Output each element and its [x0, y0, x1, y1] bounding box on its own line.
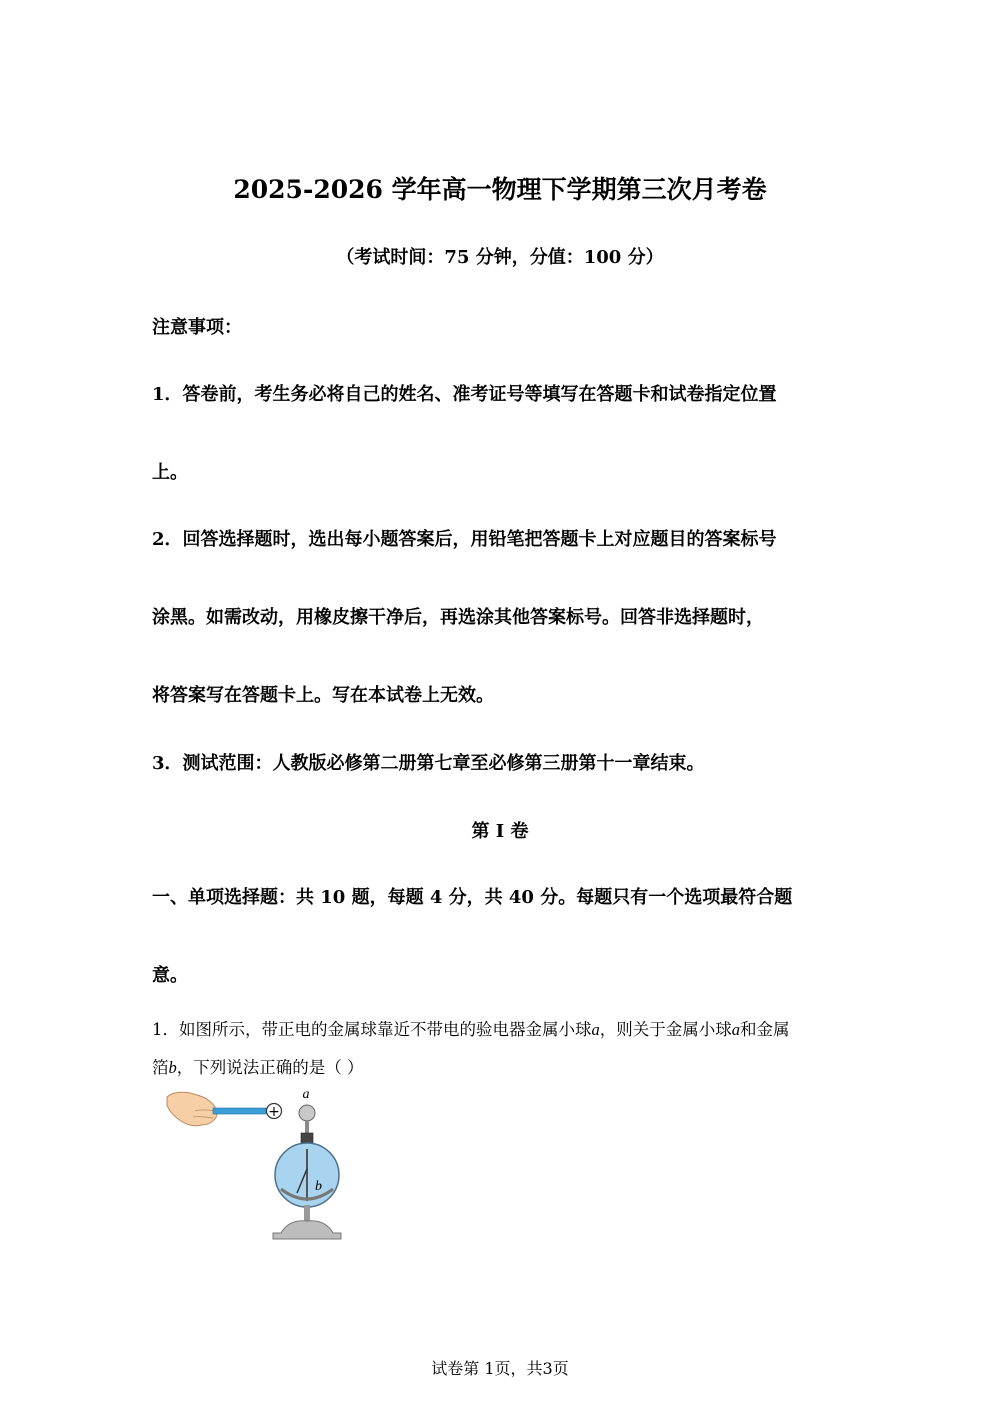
question-1-line-2: 箔b，下列说法正确的是（ ）	[152, 1058, 364, 1077]
page-title: 2025-2026 学年高一物理下学期第三次月考卷	[233, 175, 767, 204]
electroscope-figure	[165, 1085, 355, 1245]
metal-rod	[305, 1121, 309, 1133]
exam-info: （考试时间：75 分钟，分值：100 分）	[336, 247, 664, 268]
note-2-line-3: 将答案写在答题卡上。写在本试卷上无效。	[152, 685, 494, 706]
question-1-line-1: 1．如图所示，带正电的金属球靠近不带电的验电器金属小球a，则关于金属小球a和金属	[152, 1020, 790, 1039]
stand-post	[304, 1205, 310, 1223]
label-b: b	[315, 1179, 322, 1194]
charged-rod	[213, 1108, 266, 1114]
note-1-line-1: 1．答卷前，考生务必将自己的姓名、准考证号等填写在答题卡和试卷指定位置	[152, 384, 777, 405]
plus-sign: +	[268, 1104, 280, 1120]
section-1-line-2: 意。	[152, 965, 188, 986]
note-2-line-2: 涂黑。如需改动，用橡皮擦干净后，再选涂其他答案标号。回答非选择题时，	[152, 607, 764, 628]
hand-icon	[167, 1092, 217, 1126]
metal-ball-a	[299, 1105, 315, 1121]
page-footer: 试卷第 1页，共3页	[431, 1359, 569, 1378]
stand-base	[273, 1221, 341, 1239]
volume-heading: 第 I 卷	[471, 821, 529, 842]
label-a: a	[302, 1087, 310, 1102]
note-1-line-2: 上。	[152, 462, 188, 483]
note-2-line-1: 2．回答选择题时，选出每小题答案后，用铅笔把答题卡上对应题目的答案标号	[152, 529, 777, 550]
notes-heading: 注意事项：	[152, 317, 242, 338]
section-1-line-1: 一、单项选择题：共 10 题，每题 4 分，共 40 分。每题只有一个选项最符合题	[152, 887, 793, 908]
note-3: 3．测试范围：人教版必修第二册第七章至必修第三册第十一章结束。	[152, 753, 705, 774]
